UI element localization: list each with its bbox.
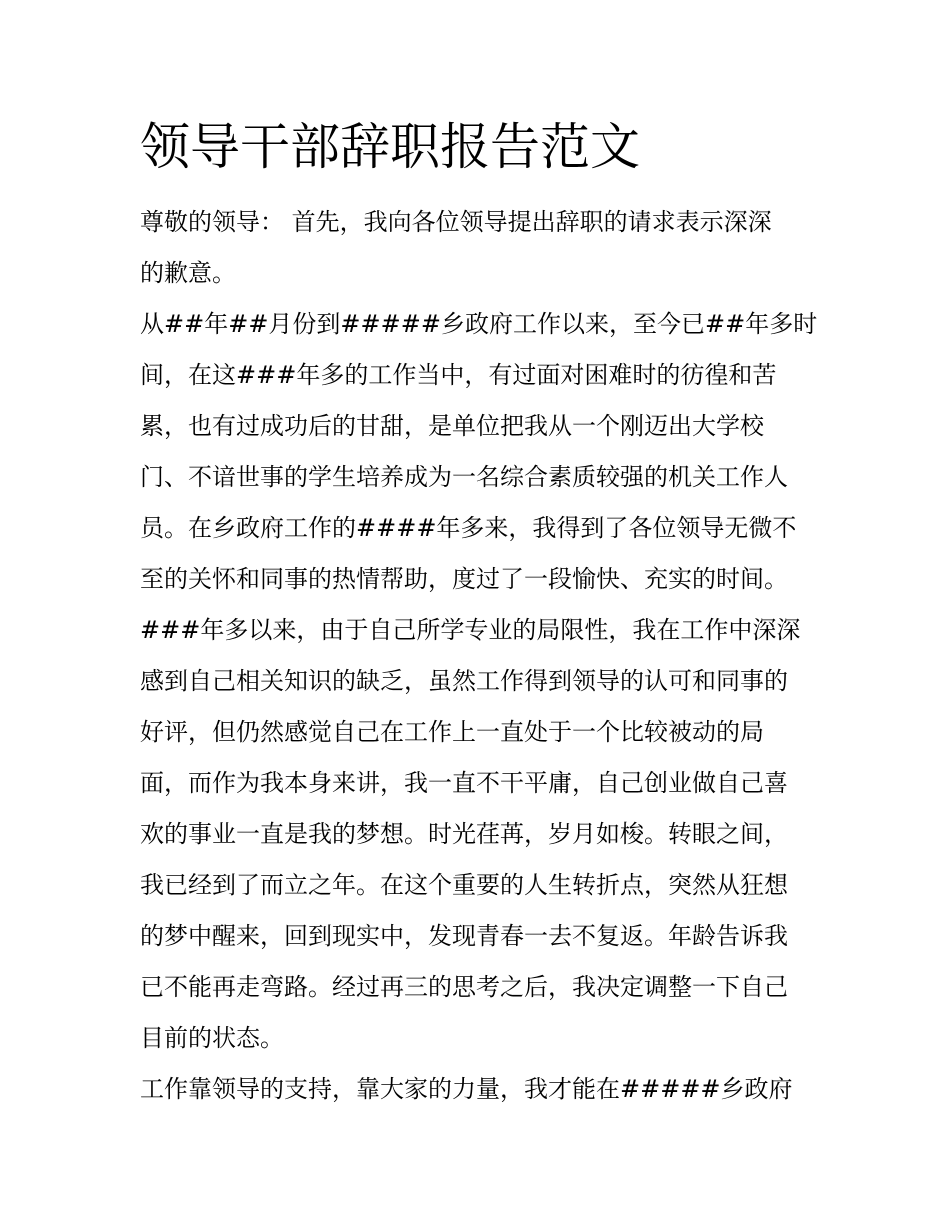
text-line: 已不能再走弯路。经过再三的思考之后，我决定调整一下自己 [140,973,788,1001]
paragraph-main [140,299,818,1064]
text-line: 从##年##月份到#####乡政府工作以来，至今已##年多时 [140,310,818,338]
paragraph-closing [140,1064,812,1115]
text-line: 面，而作为我本身来讲，我一直不干平庸，自己创业做自己喜 [140,769,788,797]
text-line: ###年多以来，由于自己所学专业的局限性，我在工作中深深 [140,616,801,644]
text-line: 的梦中醒来，回到现实中，发现青春一去不复返。年龄告诉我 [140,922,788,950]
document-body [140,197,818,1115]
paragraph-salutation [140,197,812,299]
text-line: 的歉意。 [140,259,236,287]
text-line: 目前的状态。 [140,1024,284,1052]
text-line: 我已经到了而立之年。在这个重要的人生转折点，突然从狂想 [140,871,788,899]
text-line: 间，在这###年多的工作当中，有过面对困难时的彷徨和苦 [140,361,777,389]
text-line: 门、不谙世事的学生培养成为一名综合素质较强的机关工作人 [140,463,788,491]
text-line: 好评，但仍然感觉自己在工作上一直处于一个比较被动的局 [140,718,764,746]
text-line: 尊敬的领导： 首先，我向各位领导提出辞职的请求表示深深 [140,208,772,236]
text-line: 至的关怀和同事的热情帮助，度过了一段愉快、充实的时间。 [140,565,788,593]
document-title: 领导干部辞职报告范文 [140,118,640,176]
text-line: 员。在乡政府工作的####年多来，我得到了各位领导无微不 [140,514,797,542]
text-line: 感到自己相关知识的缺乏，虽然工作得到领导的认可和同事的 [140,667,788,695]
text-line: 欢的事业一直是我的梦想。时光荏苒，岁月如梭。转眼之间， [140,820,788,848]
text-line: 累，也有过成功后的甘甜，是单位把我从一个刚迈出大学校 [140,412,764,440]
text-line: 工作靠领导的支持，靠大家的力量，我才能在#####乡政府 [140,1075,793,1103]
